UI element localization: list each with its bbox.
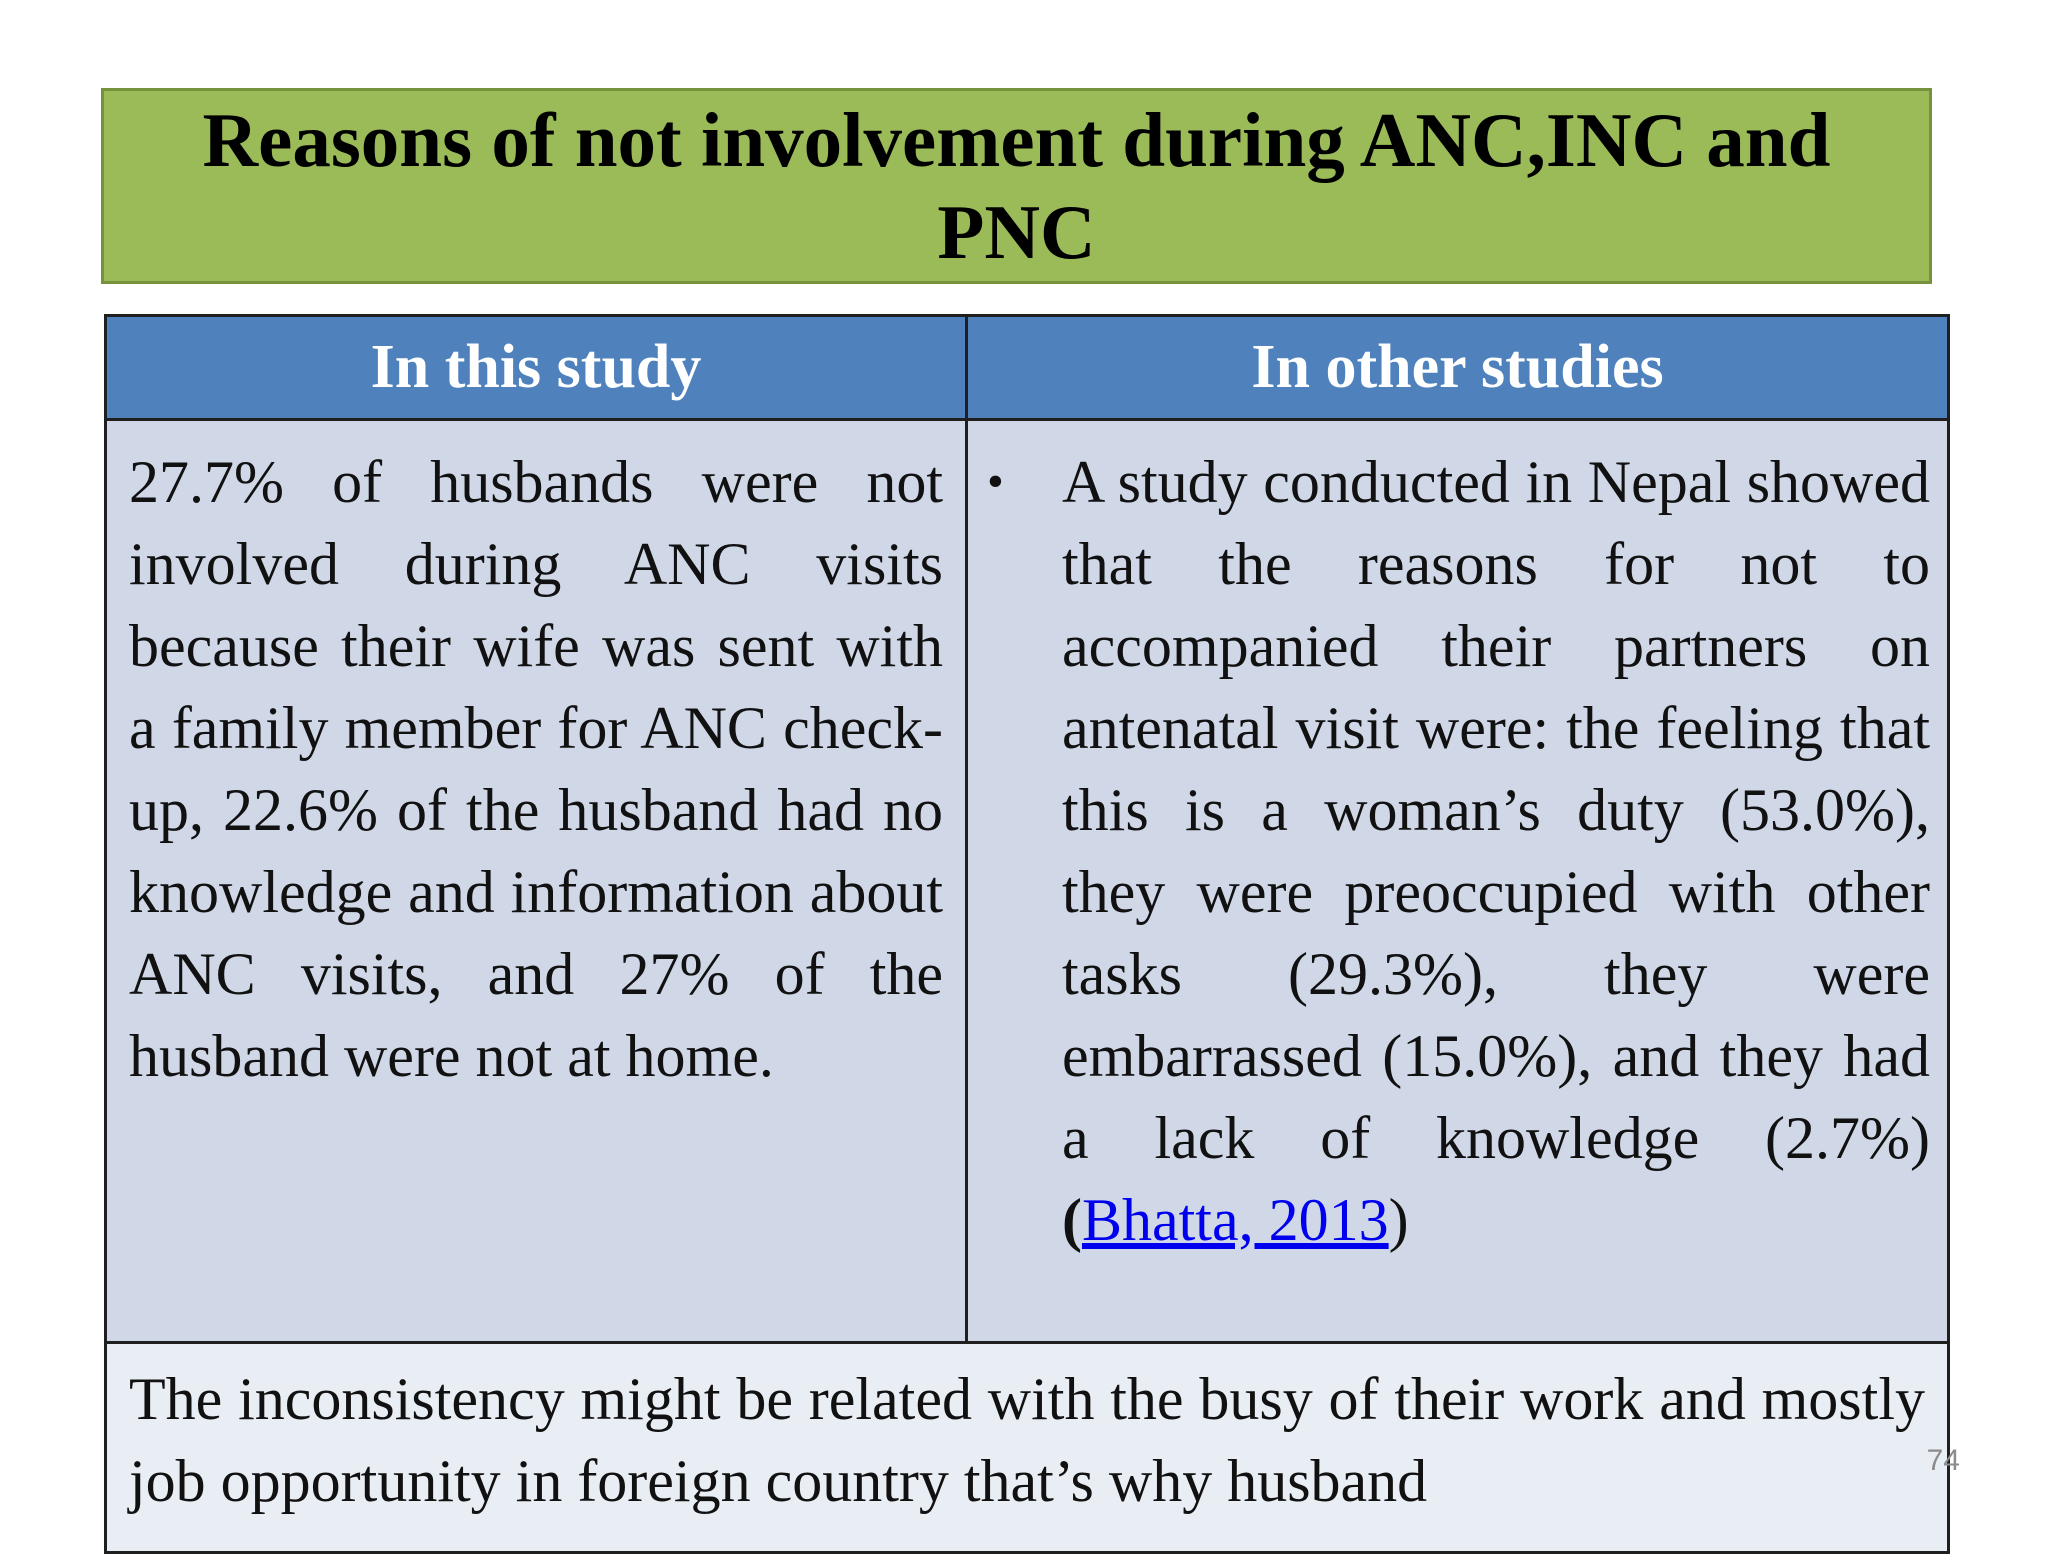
header-other-studies: In other studies: [1251, 333, 1664, 401]
slide-title: Reasons of not involvement during ANC,INC and PNC: [202, 97, 1831, 275]
header-this-study: In this study: [370, 333, 702, 401]
comparison-table: [104, 314, 1950, 1554]
inconsistency-note: The inconsistency might be related with the busy of their work and mostly job opportunity in foreign country that’s why husband: [129, 1366, 1925, 1514]
citation-open-paren: (: [1062, 1187, 1082, 1253]
bullet-icon: •: [987, 455, 1004, 508]
column-divider: [965, 317, 968, 1344]
table-footer-row: [107, 1344, 1947, 1554]
this-study-text: 27.7% of husbands were not involved during ANC visits because their wife was sent with a family member for ANC check-up, 22.6% of the husband had no knowledge and information about ANC visits, and 27% of the husband were not at home.: [129, 449, 943, 1089]
other-studies-text: [1062, 441, 1930, 1261]
slide-title-banner: [101, 88, 1932, 284]
table-header-row: [107, 317, 1947, 421]
citation-close-paren: ): [1388, 1187, 1409, 1253]
table-body-row: [107, 421, 1947, 1344]
other-studies-body: A study conducted in Nepal showed that the reasons for not to accompanied their partners on antenatal visit were: the feeling that this is a woman’s duty (53.0%), they were preoccupied with other tasks (29.3%), they were embarrassed (15.0%), and they had a lack of knowledge (2.7%): [1062, 449, 1930, 1171]
page-number: 74: [1926, 1444, 1960, 1477]
citation-link[interactable]: Bhatta, 2013: [1081, 1187, 1389, 1253]
